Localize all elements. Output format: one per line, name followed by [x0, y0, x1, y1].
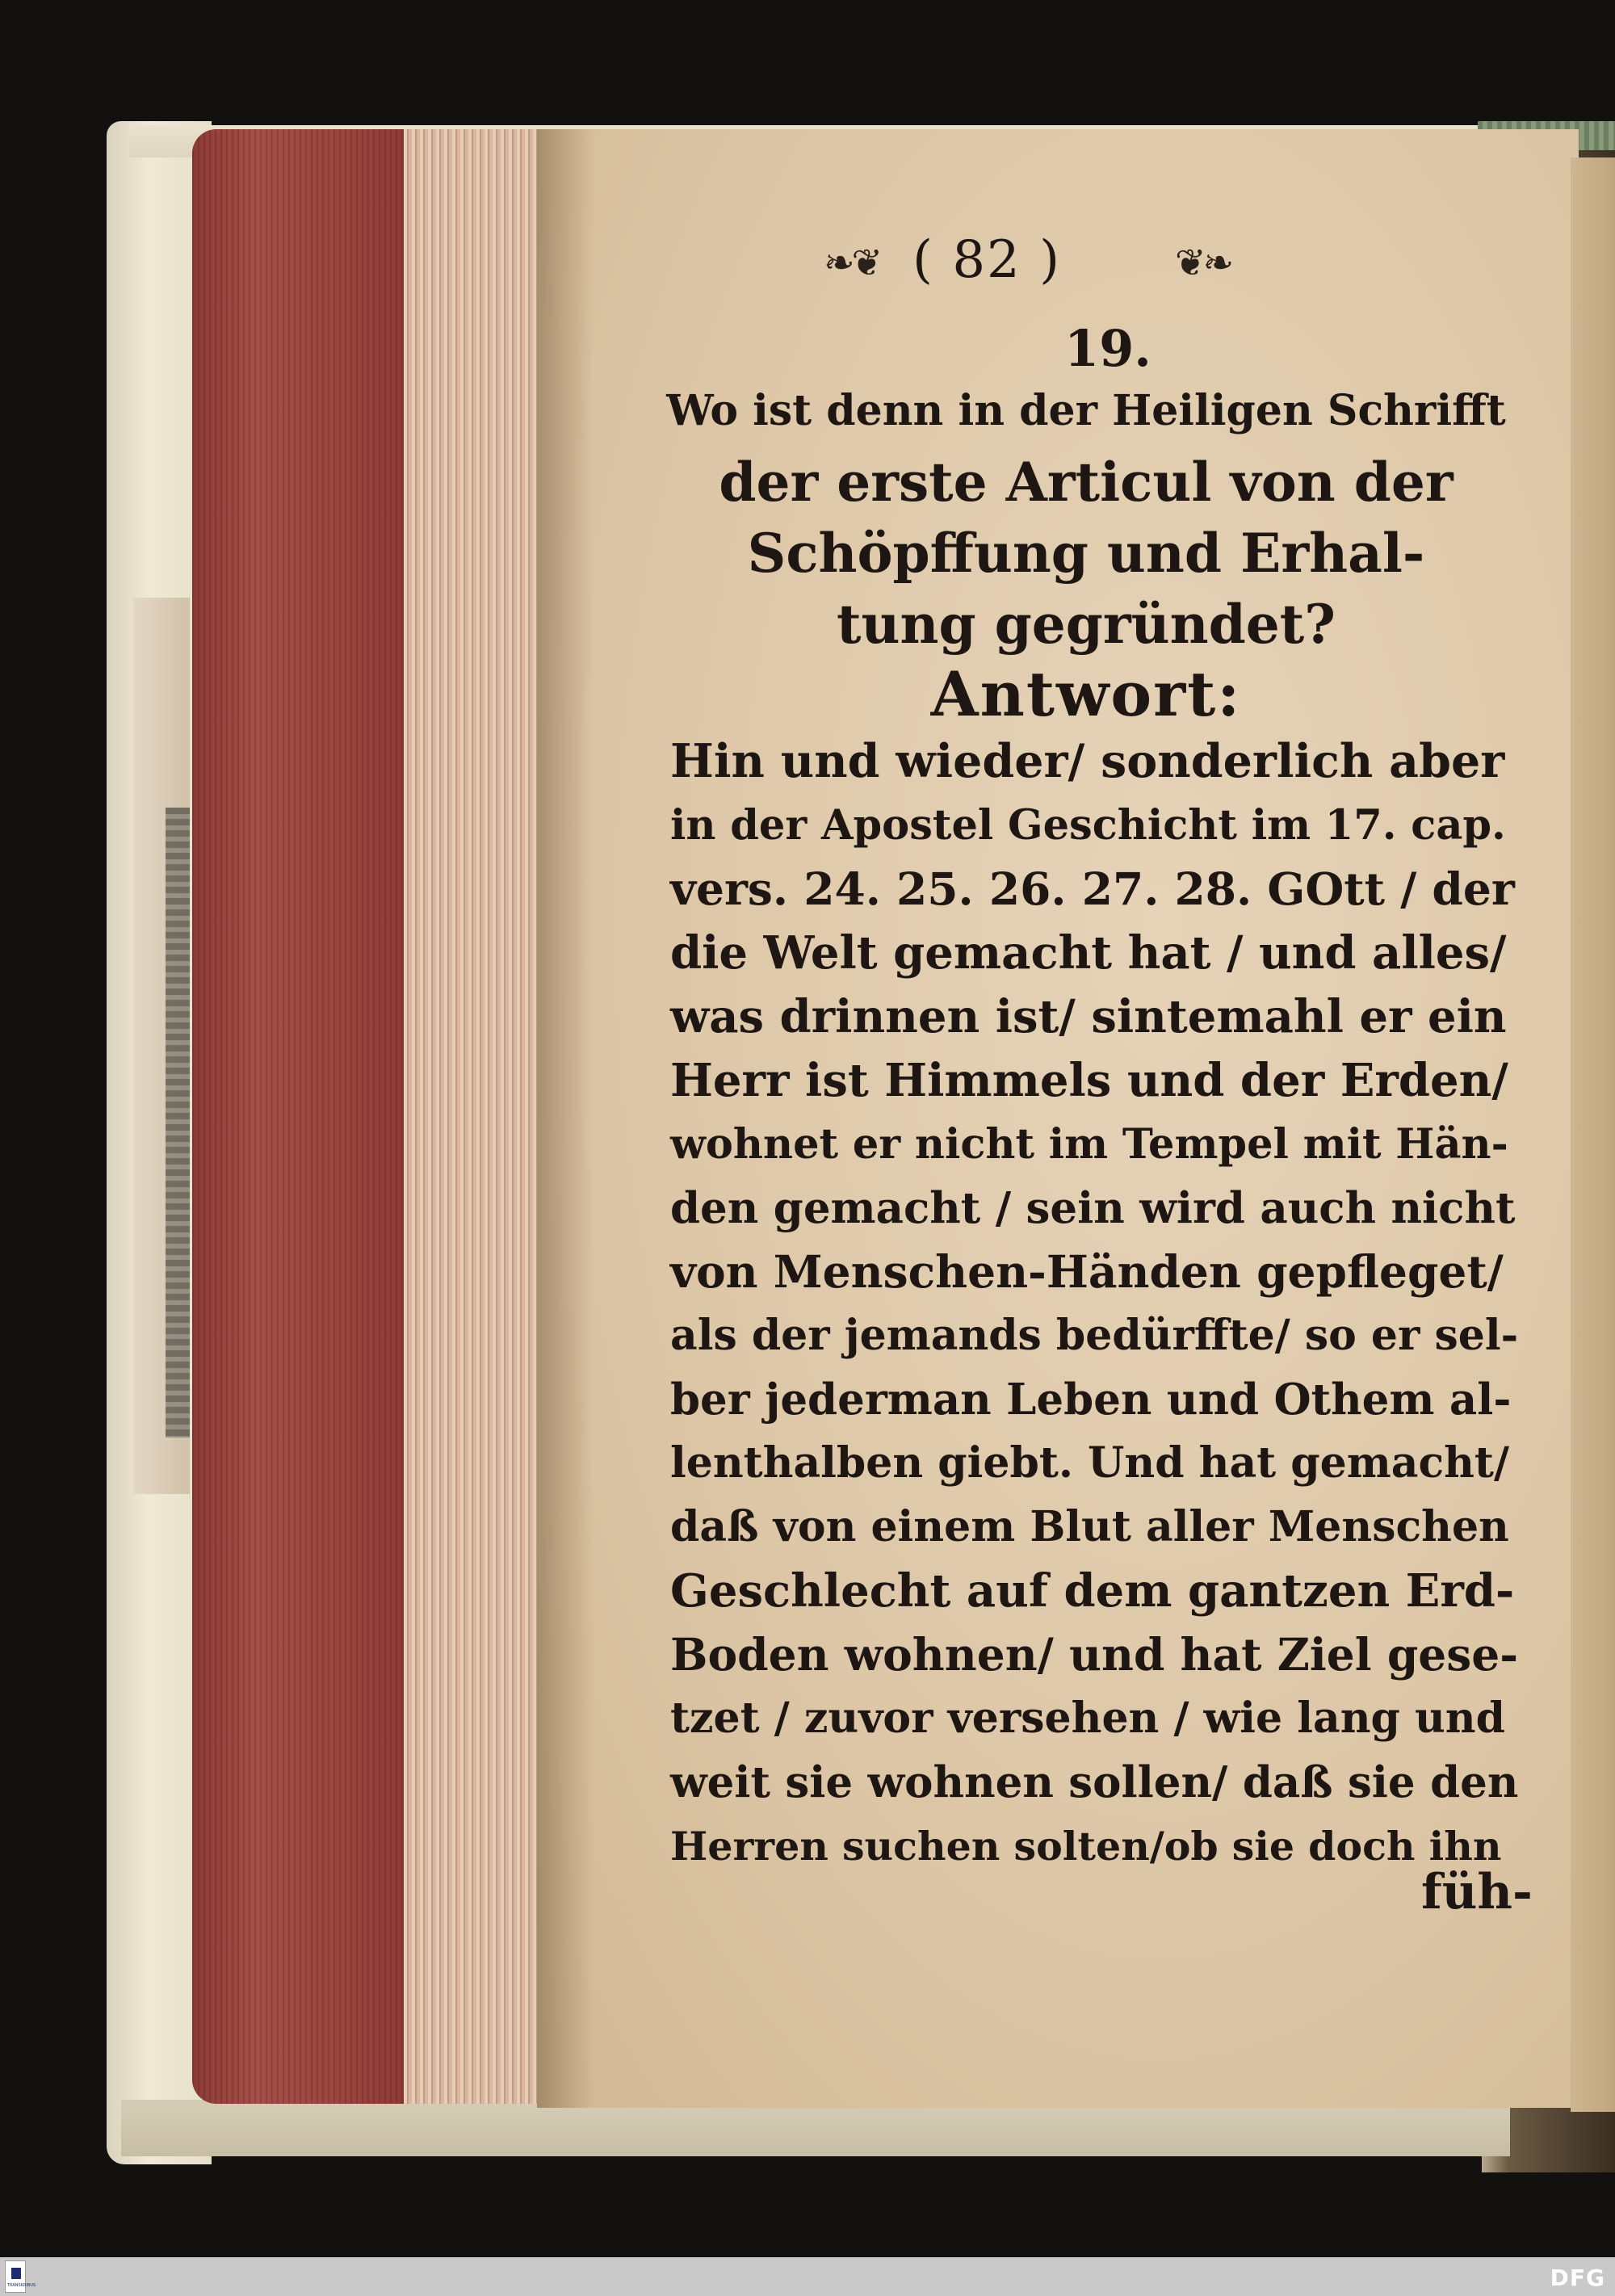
body-line: Geschlecht auf dem gantzen Erd- — [670, 1564, 1515, 1618]
logo-text: TRANSKRIBUS — [7, 2283, 36, 2288]
ornament-right: ❦❧ — [1175, 241, 1231, 284]
body-line: tzet / zuvor versehen / wie lang und — [670, 1694, 1505, 1743]
page-gutter-shadow — [537, 129, 594, 2108]
body-line: weit sie wohnen sollen/ daß sie den — [670, 1757, 1519, 1807]
answer-label: Antwort: — [930, 658, 1242, 730]
body-line: als der jemands bedürffte/ so er sel- — [670, 1311, 1519, 1360]
body-line: ber jederman Leben und Othem al- — [670, 1375, 1512, 1425]
heading-line: Schöpffung und Erhal- — [747, 522, 1425, 585]
cover-bottom — [121, 2100, 1510, 2156]
body-line: Herr ist Himmels und der Erden/ — [670, 1054, 1508, 1107]
question-number: 19. — [1064, 319, 1151, 378]
body-line: wohnet er nicht im Tempel mit Hän- — [670, 1120, 1508, 1169]
body-line: Herren suchen solten/ob sie doch ihn — [670, 1823, 1502, 1870]
body-line: den gemacht / sein wird auch nicht — [670, 1183, 1516, 1233]
heading-line: der erste Articul von der — [719, 451, 1454, 514]
body-line: in der Apostel Geschicht im 17. cap. — [670, 801, 1506, 850]
bookmark-print — [166, 808, 190, 1438]
dfg-logo: DFG — [1550, 2265, 1605, 2291]
heading-line: tung gegründet? — [837, 593, 1336, 656]
heading-line: Wo ist denn in der Heiligen Schrifft — [666, 386, 1506, 435]
body-line: von Menschen-Händen gepfleget/ — [670, 1245, 1504, 1298]
catchword: füh- — [1421, 1864, 1533, 1920]
page-stack — [404, 129, 541, 2104]
body-line: die Welt gemacht hat / und alles/ — [670, 926, 1507, 980]
page-number: ( 82 ) — [912, 230, 1062, 290]
body-line: daß von einem Blut aller Menschen — [670, 1502, 1509, 1551]
footer-bar — [0, 2257, 1615, 2296]
body-line: vers. 24. 25. 26. 27. 28. GOtt / der — [670, 863, 1515, 915]
logo-mark-icon — [11, 2268, 21, 2279]
page-edges — [192, 129, 406, 2104]
body-line: was drinnen ist/ sintemahl er ein — [670, 990, 1507, 1043]
body-line: lenthalben giebt. Und hat gemacht/ — [670, 1438, 1509, 1488]
next-page-edge — [1571, 157, 1615, 2112]
body-line: Hin und wieder/ sonderlich aber — [670, 734, 1505, 788]
body-line: Boden wohnen/ und hat Ziel gese- — [670, 1628, 1519, 1681]
ornament-left: ❧❦ — [824, 241, 880, 284]
library-logo — [5, 2260, 36, 2293]
